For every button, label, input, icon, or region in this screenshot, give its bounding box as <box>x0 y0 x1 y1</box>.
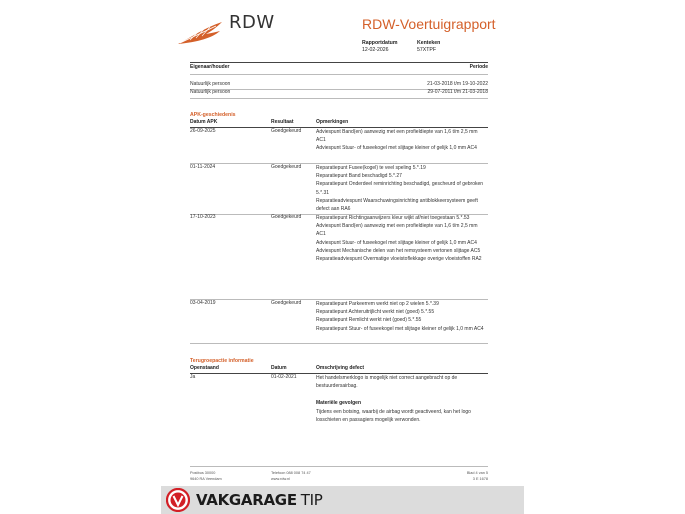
recall-date-value: 01-02-2021 <box>271 374 297 380</box>
plate-block <box>417 40 440 54</box>
recall-col-date: Datum <box>271 365 287 371</box>
apk-col-remarks: Opmerkingen <box>316 119 349 125</box>
remark-line: Reparatiepunt Remlicht werkt niet (goed) 5.*.55 <box>316 317 422 324</box>
remark-line: Adviespunt Band(en) aanwezig met een profieldiepte van 1,6 t/m 2,5 mm AC1 <box>316 129 478 144</box>
recall-section-title: Terugroepactie informatie <box>190 358 254 364</box>
plate-label: Kenteken <box>417 40 441 46</box>
rdw-logo-text: RDW <box>229 12 275 33</box>
rdw-feather-logo-icon <box>176 20 226 46</box>
apk-entry-2-remarks <box>316 164 486 213</box>
vakgarage-brand-name: VAKGARAGE <box>196 491 297 509</box>
owner-col-header: Eigenaar/houder <box>190 64 230 70</box>
plate-value: 57XTPF <box>417 47 437 53</box>
remark-line: Reparatieadviespunt Overmatige vloeistoflekkage overige vloeistoffen RA2 <box>316 256 482 263</box>
owner-row-1-owner: Natuurlijk persoon <box>190 81 231 87</box>
apk-entry-3-date: 17-10-2023 <box>190 214 216 220</box>
remark-line: Reparatiepunt Fusee(kogel) te veel speling 5.*.19 <box>316 165 426 171</box>
recall-description: Het handelsmerklogo is mogelijk niet correct aangebracht op de bestuurdersairbag. <box>316 375 458 390</box>
footer-website: www.rdw.nl <box>271 477 290 481</box>
apk-entry-1-date: 26-09-2025 <box>190 128 216 134</box>
footer-phone: Telefoon 088 008 74 47 <box>271 471 311 475</box>
recall-col-open: Openstaand <box>190 365 219 371</box>
report-date-value: 12-02-2026 <box>362 47 389 53</box>
footer-page-number: Blad 4 van 5 <box>466 471 488 475</box>
apk-col-result: Resultaat <box>271 119 294 125</box>
apk-entry-4-result: Goedgekeurd <box>271 300 302 306</box>
owner-row-1-period: 21-03-2018 t/m 19-10-2022 <box>427 81 488 87</box>
remark-line: Reparatiepunt Stuur- of fuseekogel met slijtage kleiner of gelijk 1,0 mm AC4 <box>316 325 484 332</box>
footer-address-line: Postbus 30000 <box>190 471 216 475</box>
footer-address <box>190 470 222 482</box>
apk-entry-3-result: Goedgekeurd <box>271 214 302 220</box>
period-col-header: Periode <box>469 64 488 70</box>
remark-line: Reparatiepunt Onderdeel reminrichting beschadigd, gescheurd of gebroken 5.*.31 <box>316 181 484 196</box>
recall-col-desc: Omschrijving defect <box>316 365 365 371</box>
owner-row-2-period: 29-07-2011 t/m 21-03-2018 <box>427 89 488 95</box>
remark-line: Reparatiepunt Parkeerrem werkt niet op 2 wielen 5.*.39 <box>316 301 439 307</box>
footer-contact <box>271 470 311 482</box>
vakgarage-brand <box>196 491 323 509</box>
remark-line: Adviespunt Stuur- of fuseekogel met slijtage kleiner of gelijk 1,0 mm AC4 <box>316 145 477 152</box>
apk-entry-1-remarks <box>316 128 486 153</box>
apk-section-title: APK-geschiedenis <box>190 112 236 118</box>
apk-col-date: Datum APK <box>190 119 218 125</box>
vakgarage-logo-icon <box>166 488 190 512</box>
owner-row-2-owner: Natuurlijk persoon <box>190 89 231 95</box>
apk-entry-4-remarks <box>316 300 486 333</box>
footer-address-line: 9640 RA Veendam <box>190 477 222 481</box>
remark-line: Reparatiepunt Richtingaanwijzers kleur wijkt af/niet toegestaan 5.*.53 <box>316 215 470 221</box>
remark-line: Adviespunt Stuur- of fuseekogel met slijtage kleiner of gelijk 1,0 mm AC4 <box>316 239 477 246</box>
remark-line: Adviespunt Band(en) aanwezig met een profieldiepte van 1,6 t/m 2,5 mm AC1 <box>316 223 478 238</box>
recall-open-value: Ja <box>190 374 196 380</box>
apk-entry-4-date: 03-04-2019 <box>190 300 216 306</box>
remark-line: Reparatiepunt Band beschadigd 5.*.27 <box>316 173 402 180</box>
divider <box>190 74 488 75</box>
vakgarage-tip: TIP <box>300 491 323 509</box>
report-date-label: Rapportdatum <box>362 40 398 46</box>
consequence-title: Materiële gevolgen <box>316 400 362 406</box>
apk-entry-2-date: 01-11-2024 <box>190 164 216 170</box>
apk-entry-2-result: Goedgekeurd <box>271 164 302 170</box>
apk-entry-1-result: Goedgekeurd <box>271 128 302 134</box>
remark-line: Reparatieadviespunt Waarschuwingsinrichting antiblokkeersysteem geeft defect aan RA6 <box>316 197 478 213</box>
apk-entry-3-remarks <box>316 214 486 263</box>
consequence-text: Tijdens een botsing, waarbij de airbag wordt geactiveerd, kan het logo losschieten en passagiers mogelijk verwonden. <box>316 409 471 424</box>
divider <box>190 62 488 63</box>
divider <box>190 98 488 99</box>
divider <box>190 343 488 344</box>
footer-divider <box>190 466 488 467</box>
footer-page-info <box>440 470 488 482</box>
footer-code: 3 E 1678 <box>472 477 488 481</box>
document-title: RDW-Voertuigrapport <box>362 16 496 32</box>
report-date-block <box>362 40 397 54</box>
remark-line: Reparatiepunt Achteruitrijlicht werkt niet (goed) 5.*.55 <box>316 309 435 316</box>
remark-line: Adviespunt Mechanische delen van het remsysteem vertonen slijtage AC5 <box>316 247 481 254</box>
